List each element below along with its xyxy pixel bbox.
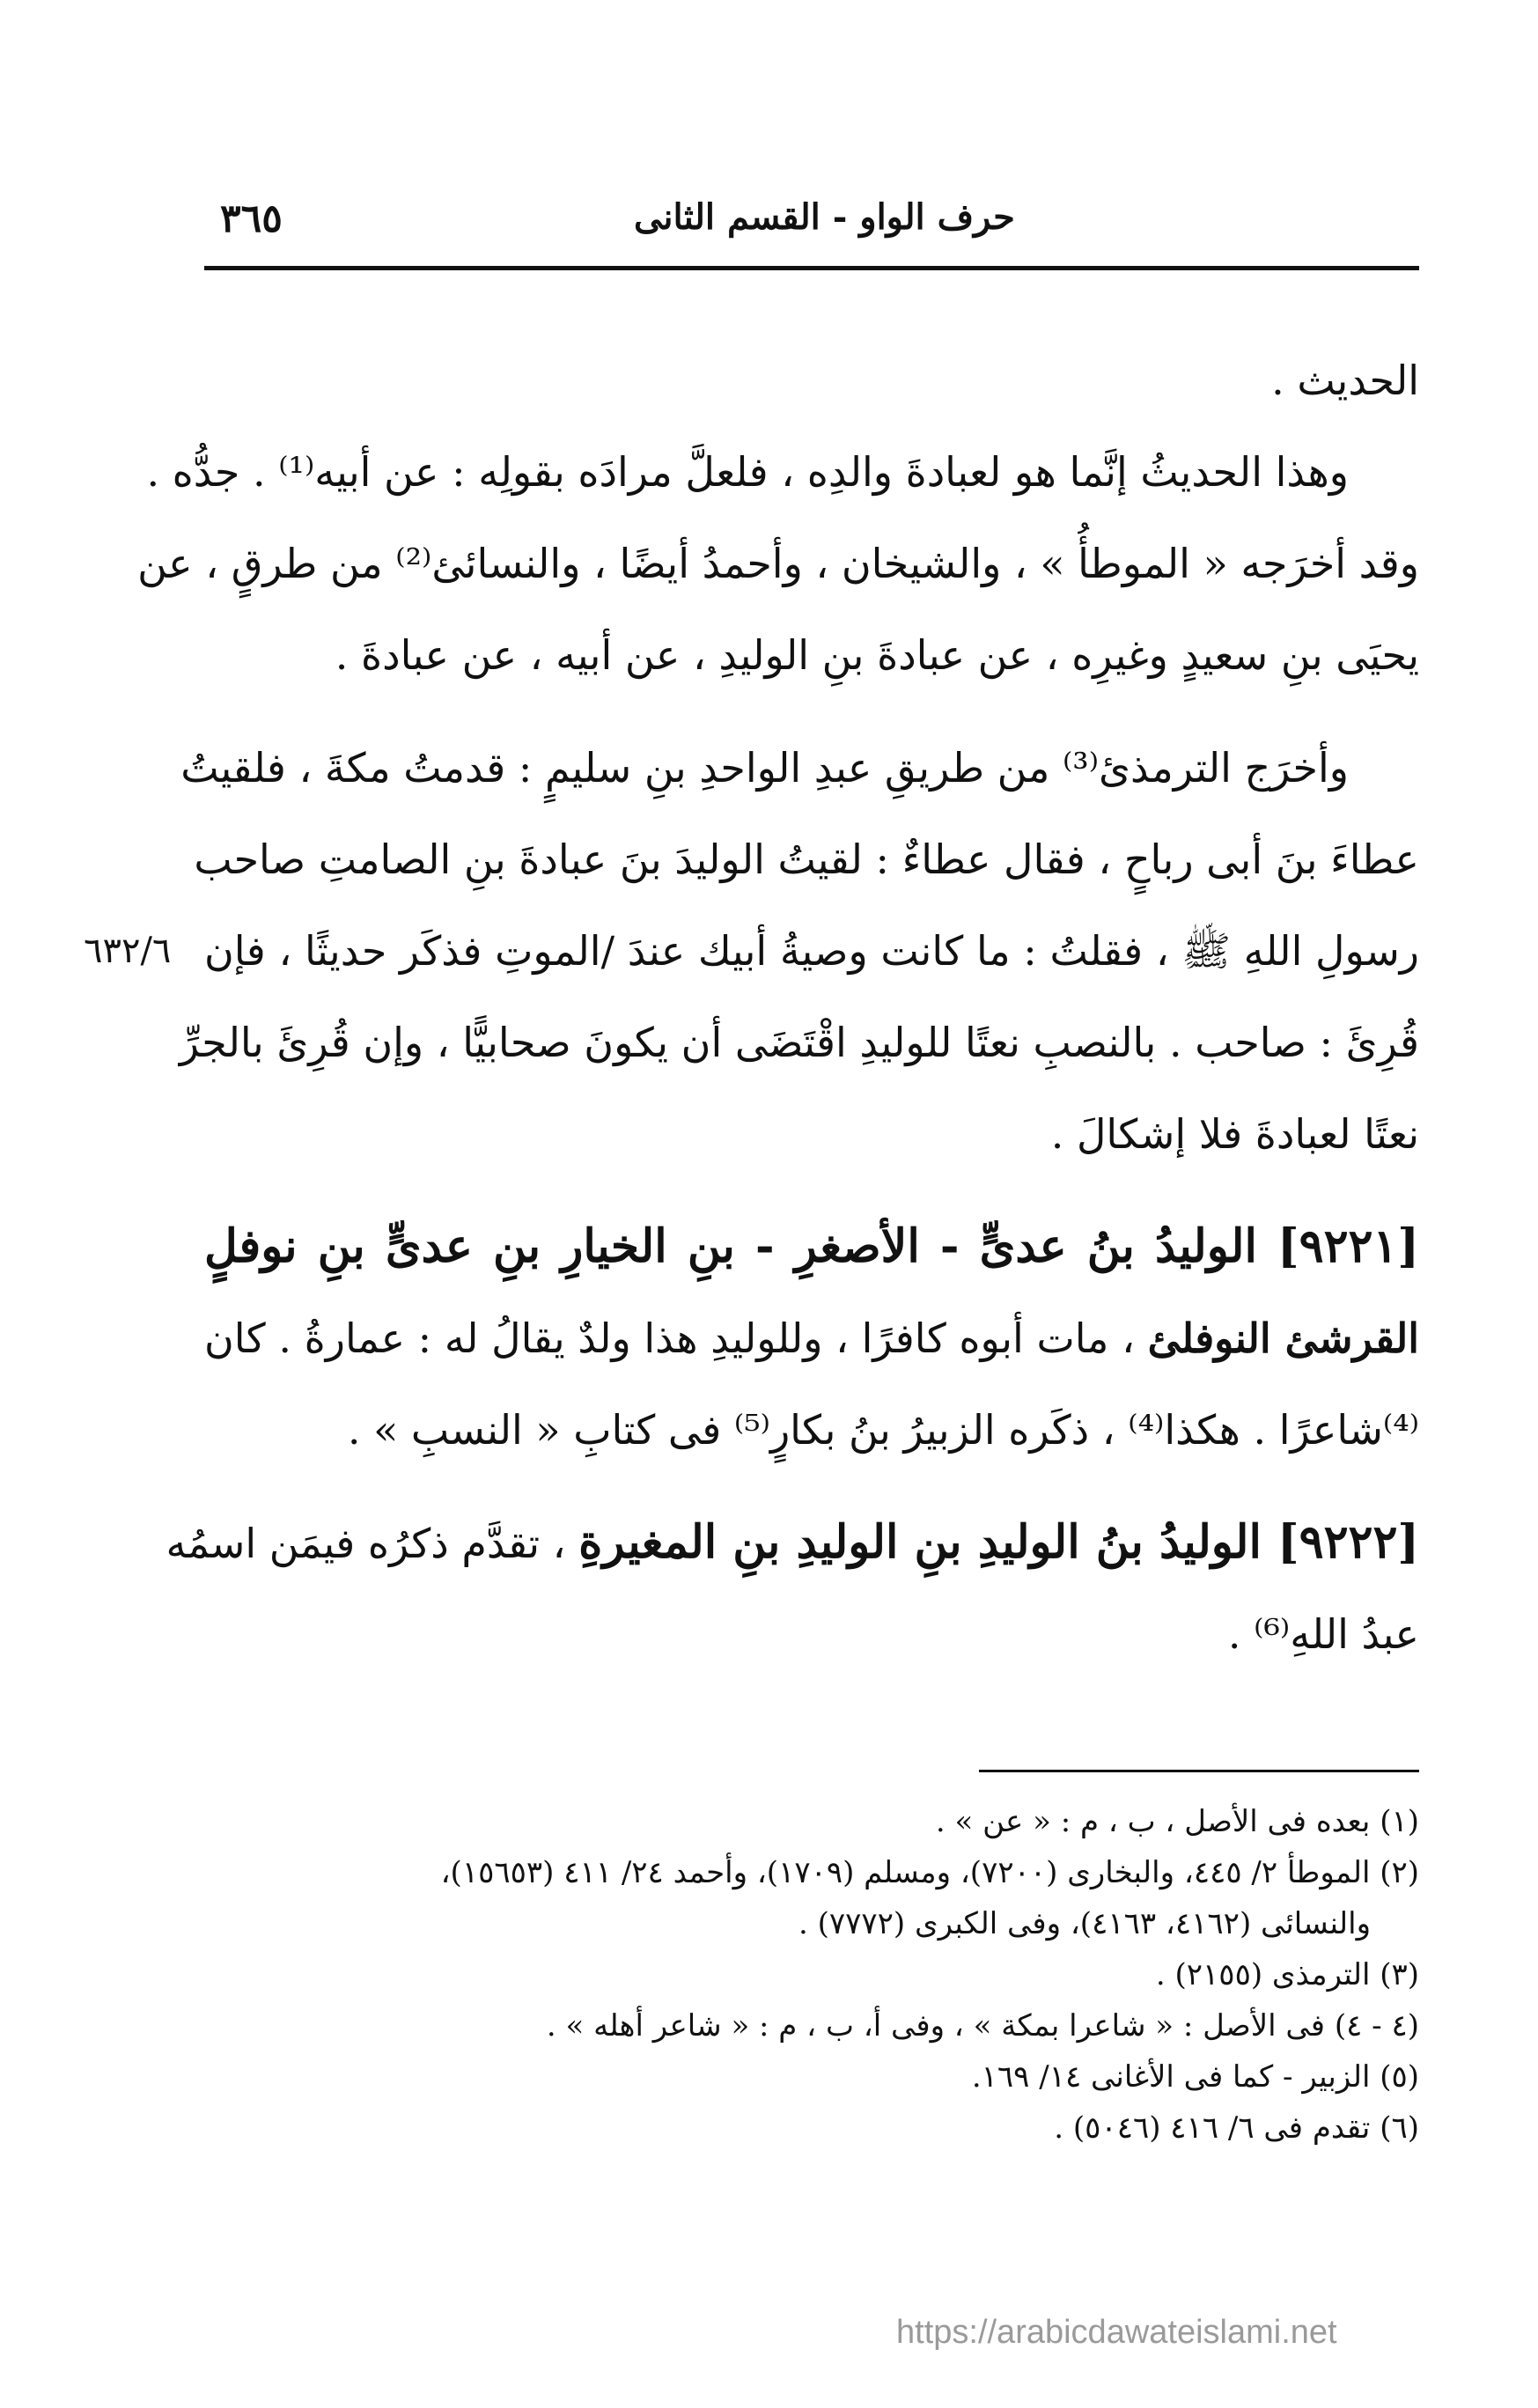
footnote-1: (١) بعده فى الأصل ، ب ، م : « عن » . — [935, 1804, 1419, 1839]
entry-9222-line2: عبدُ اللهِ⁽⁶⁾ . — [1227, 1610, 1419, 1658]
paragraph-gap — [204, 1476, 1419, 1497]
text-line: وقد أخرَجه « الموطأُ » ، والشيخان ، وأحمدُ أيضًا ، والنسائئ⁽²⁾ من طرقٍ ، عن — [137, 540, 1419, 587]
entry-9221-bold: القرشئ النوفلئ — [1147, 1314, 1420, 1362]
footnote-4: (٤ - ٤) فى الأصل : « شاعرا بمكة » ، وفى أ، ب ، م : « شاعر أهله » . — [546, 2008, 1419, 2043]
footnote-3: (٣) الترمذى (٢١٥٥) . — [1155, 1957, 1419, 1992]
entry-9221-rest: ، مات أبوه كافرًا ، وللوليدِ هذا ولدٌ يقالُ له : عمارةُ . كان — [204, 1314, 1135, 1362]
page-header — [202, 189, 1417, 260]
text-line: نعتًا لعبادةَ فلا إشكالَ . — [1050, 1110, 1419, 1158]
header-rule — [204, 266, 1419, 270]
entry-9222-rest: ، تقدَّم ذكرُه فيمَن اسمُه — [166, 1520, 566, 1567]
margin-page-reference: ٦٣٢/٦ — [84, 931, 172, 971]
text-line: الحديث . — [1271, 357, 1419, 404]
text-line: وأخرَج الترمذئ⁽³⁾ من طريقِ عبدِ الواحدِ بنِ سليمٍ : قدمتُ مكةَ ، فلقيتُ — [180, 744, 1349, 792]
text-line: قُرِئَ : صاحب . بالنصبِ نعتًا للوليدِ اقْتَضَى أن يكونَ صحابيًّا ، وإن قُرِئَ بالجرِّ — [179, 1019, 1419, 1066]
entry-9221-line — [204, 1292, 1419, 1384]
paragraph-gap — [204, 1180, 1419, 1201]
footnote-rule — [979, 1770, 1419, 1772]
footnotes — [204, 1796, 1419, 2154]
text-line: يحيَى بنِ سعيدٍ وغيرِه ، عن عبادةَ بنِ الوليدِ ، عن أبيه ، عن عبادةَ . — [335, 631, 1419, 679]
entry-9221-title: [٩٢٢١] الوليدُ بنُ عدىٍّ - الأصغرِ - بنِ الخيارِ بنِ عدىٍّ بنِ نوفلٍ — [204, 1219, 1419, 1273]
text-line: رسولِ اللهِ ﷺ ، فقلتُ : ما كانت وصيةُ أبيك عندَ /الموتِ فذكَر حديثًا ، فإن — [204, 927, 1419, 975]
paragraph-gap — [204, 701, 1419, 722]
footnote-2-continued: والنسائى (٤١٦٢، ٤١٦٣)، وفى الكبرى (٧٧٧٢) . — [798, 1906, 1371, 1941]
running-title: حرف الواو - القسم الثانى — [634, 196, 1015, 238]
page-number: ٣٦٥ — [220, 196, 283, 241]
entry-9221-line3: ⁽⁴⁾شاعرًا . هكذا⁽⁴⁾ ، ذكَره الزبيرُ بنُ بكارٍ⁽⁵⁾ فى كتابِ « النسبِ » . — [347, 1406, 1419, 1454]
text-line: وهذا الحديثُ إنَّما هو لعبادةَ والدِه ، فلعلَّ مرادَه بقولِه : عن أبيه⁽¹⁾ . جدُّه . — [146, 448, 1349, 496]
text-line: عطاءَ بنَ أبى رباحٍ ، فقال عطاءٌ : لقيتُ الوليدَ بنَ عبادةَ بنِ الصامتِ صاحب — [194, 836, 1419, 883]
main-text — [137, 335, 1420, 1680]
watermark-url: https://arabicdawateislami.net — [896, 2314, 1337, 2351]
footnote-5: (٥) الزبير - كما فى الأغانى ١٤/ ١٦٩. — [971, 2059, 1419, 2095]
footnote-2: (٢) الموطأ ٢/ ٤٤٥، والبخارى (٧٢٠٠)، ومسلم (١٧٠٩)، وأحمد ٢٤/ ٤١١ (١٥٦٥٣)، — [440, 1855, 1419, 1890]
entry-9222-title: [٩٢٢٢] الوليدُ بنُ الوليدِ بنِ الوليدِ بنِ المغيرةِ — [578, 1515, 1419, 1569]
entry-9222-line — [166, 1497, 1419, 1588]
footnote-6: (٦) تقدم فى ٦/ ٤١٦ (٥٠٤٦) . — [1054, 2110, 1419, 2146]
